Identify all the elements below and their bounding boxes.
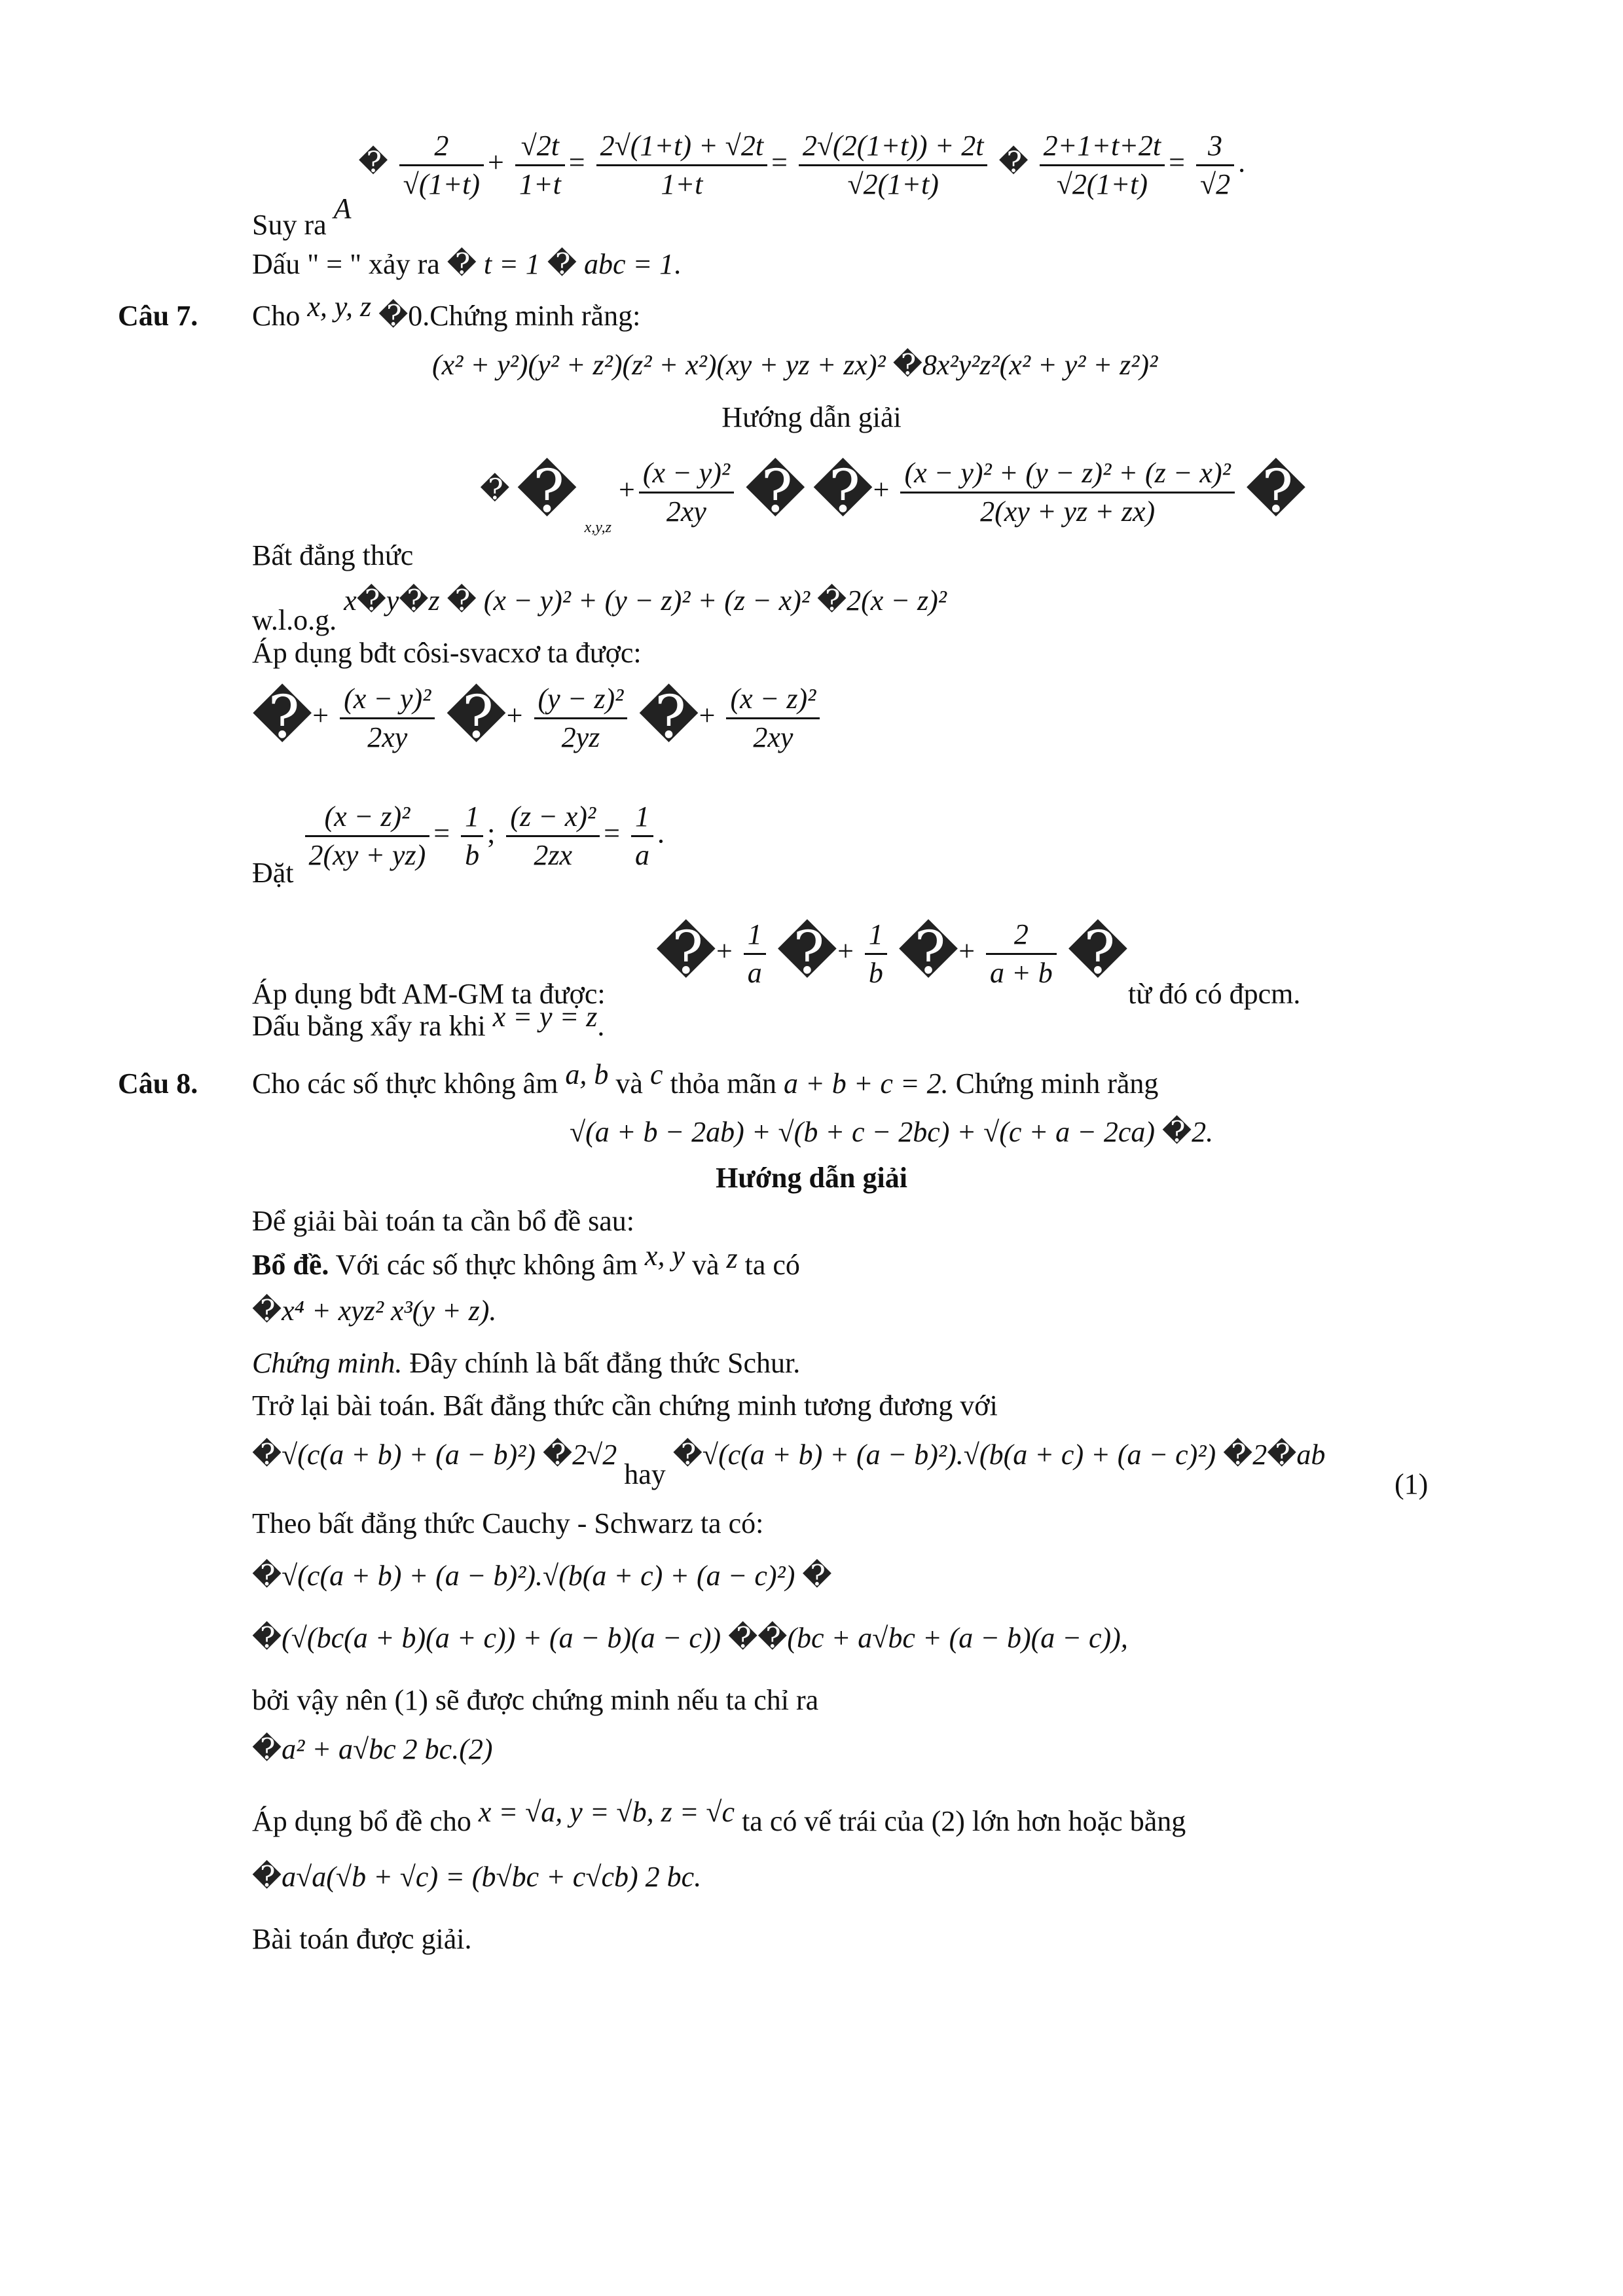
proof-line: Chứng minh. Đây chính là bất đẳng thức Schur. bbox=[252, 1347, 801, 1379]
fraction-2: $\frac{√2t}{1+t}$ bbox=[515, 128, 565, 203]
amgm-fraction-3: $\frac{2}{a + b}$ bbox=[986, 916, 1057, 992]
math-abc-eq: abc = 1 bbox=[583, 248, 674, 280]
missing-glyph-icon: � bbox=[447, 584, 477, 617]
equation-1-line: �√(c(a + b) + (a − b)²) �2√2 hay �√(c(a + b) + (a − b)²).√(b(a + c) + (a − c)²) �2�ab bbox=[252, 1439, 1326, 1490]
missing-glyph-icon: � bbox=[812, 459, 873, 525]
dat-fraction-4: $\frac{1}{a}$ bbox=[631, 798, 653, 874]
solved-line: Bài toán được giải. bbox=[252, 1923, 472, 1955]
result-line: Suy ra A � $\frac{2}{√(1+t)}$ + $\frac{√2t}{1+t}$ = $\frac{2√(1+t) + √2t}{1+t}$ = $\frac{2√(2(1+t)) + 2t}{√2(1+t)}$ � $\frac{2+1+t+2t}{√2(1+t)}$ = $\frac{3}{√2}$ . bbox=[252, 128, 1245, 203]
dat-fraction-2: $\frac{1}{b}$ bbox=[461, 798, 483, 874]
missing-glyph-icon: � bbox=[399, 584, 429, 617]
cauchy-formula-2: �(√(bc(a + b)(a + c)) + (a − b)(a − c)) ��(bc + a√bc + (a − b)(a − c)), bbox=[252, 1622, 1128, 1654]
missing-glyph-icon: � bbox=[252, 1295, 282, 1327]
amgm-line: Áp dụng bđt AM-GM ta được: �+ $\frac{1}{a}$ �+ $\frac{1}{b}$ �+ $\frac{2}{a + b}$ �từ đó có đpcm. bbox=[252, 916, 1300, 992]
missing-glyph-icon: � bbox=[817, 584, 847, 617]
missing-glyph-icon: � bbox=[892, 349, 922, 381]
question-8-inequality: √(a + b − 2ab) + √(b + c − 2bc) + √(c + a − 2ca) �2. bbox=[570, 1116, 1214, 1148]
missing-glyph-icon: � bbox=[802, 1560, 832, 1592]
cosi-fraction-3: $\frac{\text{(x − z)²}}{2xy}$ bbox=[726, 681, 820, 756]
missing-glyph-icon: � bbox=[517, 459, 577, 525]
missing-glyph-icon: � bbox=[998, 146, 1029, 179]
equation-2: �a² + a√bc 2 bc.(2) bbox=[252, 1733, 493, 1765]
question-8-text: Cho các số thực không âm a, b và c thỏa mãn a + b + c = 2. Chứng minh rằng bbox=[252, 1058, 1159, 1100]
question-7-hint-title: Hướng dẫn giải bbox=[721, 401, 902, 433]
dat-line: Đặt $\frac{\text{(x − z)²}}{2(xy + yz)}$ = $\frac{1}{b}$ ; $\frac{\text{(z − x)²}}{2zx}$ = $\frac{1}{a}$ . bbox=[252, 798, 665, 874]
cosi-fractions: �+ $\frac{\text{(x − y)²}}{2xy}$ �+ $\frac{\text{(y − z)²}}{2yz}$ �+ $\frac{\text{(x − z)²}}{2xy}$ bbox=[252, 681, 824, 756]
missing-glyph-icon: � bbox=[252, 1439, 282, 1471]
missing-glyph-icon: � bbox=[898, 921, 959, 986]
missing-glyph-icon: � bbox=[757, 1622, 788, 1654]
missing-glyph-icon: � bbox=[672, 1439, 702, 1471]
lemma-formula: �x⁴ + xyz² x³(y + z). bbox=[252, 1295, 497, 1327]
missing-glyph-icon: � bbox=[638, 685, 699, 751]
missing-glyph-icon: � bbox=[1067, 921, 1129, 986]
missing-glyph-icon: � bbox=[447, 248, 477, 280]
missing-glyph-icon: � bbox=[252, 1560, 282, 1592]
missing-glyph-icon: � bbox=[745, 459, 806, 525]
missing-glyph-icon: � bbox=[776, 921, 838, 986]
fraction-4: $\frac{2√(2(1+t)) + 2t}{√2(1+t)}$ bbox=[799, 128, 988, 203]
missing-glyph-icon: � bbox=[1245, 459, 1307, 525]
equality-case-line: Dấu bằng xẩy ra khi x = y = z. bbox=[252, 1001, 605, 1042]
lemma-line: Bổ đề. Với các số thực không âm x, y và z ta có bbox=[252, 1240, 800, 1281]
dat-fraction-3: $\frac{\text{(z − x)²}}{2zx}$ bbox=[506, 798, 600, 874]
fraction-6: $\frac{3}{√2}$ bbox=[1196, 128, 1234, 203]
cauchy-formula-1: �√(c(a + b) + (a − b)²).√(b(a + c) + (a − c)²) � bbox=[252, 1560, 832, 1592]
equality-line: Dấu " = " xảy ra � t = 1 � abc = 1. bbox=[252, 248, 682, 280]
fraction-3: $\frac{2√(1+t) + √2t}{1+t}$ bbox=[596, 128, 767, 203]
missing-glyph-icon: � bbox=[1267, 1439, 1297, 1471]
missing-glyph-icon: � bbox=[1162, 1116, 1192, 1148]
bdt-line: Bất đẳng thức � � $_{x,y,z}$ + $\frac{\text{(x − y)²}}{2xy}$ � �+ $\frac{\text{(x − y)² + (y − z)² + (z − x)²}}{2(xy + yz + zx)}$ � bbox=[252, 455, 1306, 530]
cosi-line: Áp dụng bđt côsi-svacxơ ta được: bbox=[252, 637, 642, 669]
back-to-problem-line: Trở lại bài toán. Bất đẳng thức cần chứng minh tương đương với bbox=[252, 1390, 998, 1422]
missing-glyph-icon: � bbox=[480, 473, 510, 506]
fraction-1: $\frac{2}{√(1+t)}$ bbox=[399, 128, 484, 203]
missing-glyph-icon: � bbox=[252, 1622, 282, 1654]
question-7-inequality: (x² + y²)(y² + z²)(z² + x²)(xy + yz + zx)² �8x²y²z²(x² + y² + z²)² bbox=[432, 349, 1158, 381]
question-7-label: Câu 7. bbox=[118, 300, 198, 332]
dat-fraction-1: $\frac{\text{(x − z)²}}{2(xy + yz)}$ bbox=[305, 798, 430, 874]
var-a: A bbox=[333, 192, 352, 224]
equality-text: Dấu " = " xảy ra bbox=[252, 248, 440, 280]
final-formula: �a√a(√b + √c) = (b√bc + c√cb) 2 bc. bbox=[252, 1861, 702, 1893]
amgm-fraction-2: $\frac{1}{b}$ bbox=[865, 916, 887, 992]
fraction-5: $\frac{2+1+t+2t}{√2(1+t)}$ bbox=[1040, 128, 1165, 203]
wlog-line: w.l.o.g. x�y�z � (x − y)² + (y − z)² + (z − x)² �2(x − z)² bbox=[252, 584, 947, 636]
missing-glyph-icon: � bbox=[446, 685, 507, 751]
suy-ra-text: Suy ra bbox=[252, 208, 327, 241]
missing-glyph-icon: � bbox=[542, 1439, 573, 1471]
missing-glyph-icon: � bbox=[547, 248, 577, 280]
bdt-fraction-2: $\frac{\text{(x − y)² + (y − z)² + (z − x)²}}{2(xy + yz + zx)}$ bbox=[900, 455, 1234, 530]
missing-glyph-icon: � bbox=[356, 584, 386, 617]
question-8-label: Câu 8. bbox=[118, 1067, 198, 1100]
missing-glyph-icon: � bbox=[378, 300, 409, 332]
apply-lemma-line: Áp dụng bổ đề cho x = √a, y = √b, z = √c ta có vế trái của (2) lớn hơn hoặc bằng bbox=[252, 1796, 1186, 1837]
math-t-eq: t = 1 bbox=[483, 248, 540, 280]
missing-glyph-icon: � bbox=[728, 1622, 758, 1654]
missing-glyph-icon: � bbox=[252, 685, 313, 751]
cosi-fraction-1: $\frac{\text{(x − y)²}}{2xy}$ bbox=[340, 681, 435, 756]
equation-1-number: (1) bbox=[1395, 1468, 1429, 1500]
hence-line: bởi vậy nên (1) sẽ được chứng minh nếu ta chỉ ra bbox=[252, 1684, 819, 1716]
need-lemma-line: Để giải bài toán ta cần bổ đề sau: bbox=[252, 1205, 635, 1237]
question-8-hint-title: Hướng dẫn giải bbox=[716, 1162, 907, 1194]
question-7-text: Cho x, y, z �0.Chứng minh rằng: bbox=[252, 291, 641, 332]
missing-glyph-icon: � bbox=[655, 921, 716, 986]
bdt-fraction-1: $\frac{\text{(x − y)²}}{2xy}$ bbox=[639, 455, 734, 530]
missing-glyph-icon: � bbox=[252, 1861, 282, 1893]
missing-glyph-icon: � bbox=[252, 1733, 282, 1765]
amgm-fraction-1: $\frac{1}{a}$ bbox=[744, 916, 766, 992]
missing-glyph-icon: � bbox=[1223, 1439, 1253, 1471]
missing-glyph-icon: � bbox=[358, 146, 388, 179]
cauchy-line: Theo bất đẳng thức Cauchy - Schwarz ta có: bbox=[252, 1507, 764, 1539]
cosi-fraction-2: $\frac{\text{(y − z)²}}{2yz}$ bbox=[534, 681, 628, 756]
